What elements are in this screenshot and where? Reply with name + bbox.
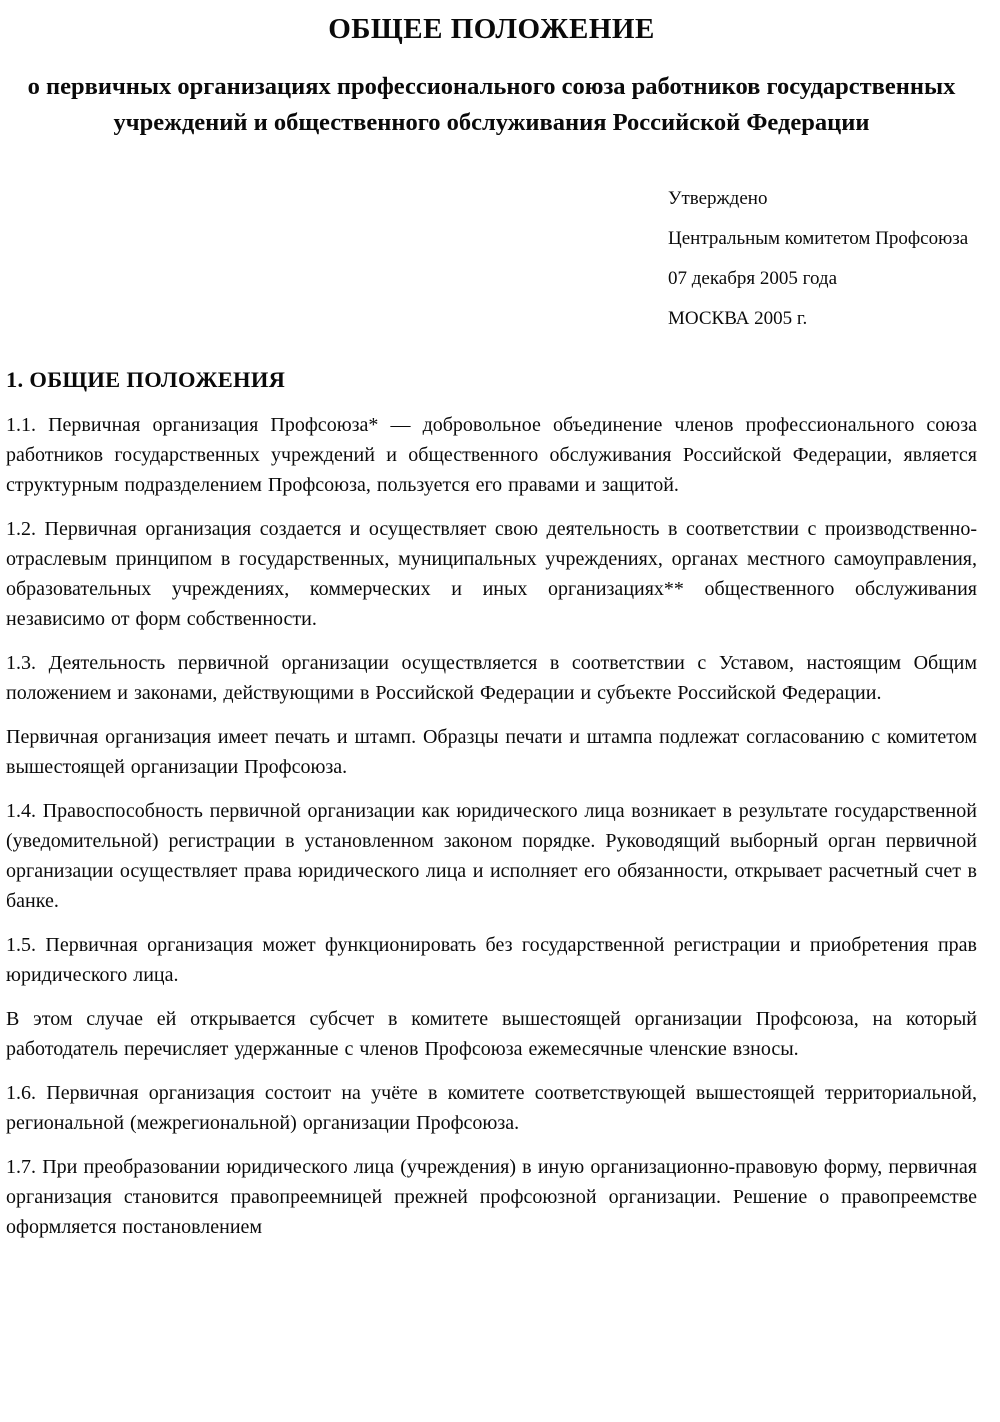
document-subtitle: о первичных организациях профессионального союза работников государственных учреждений и общественного обслуживания Российской Федерации: [27, 73, 956, 136]
paragraph-1-6: 1.6. Первичная организация состоит на учёте в комитете соответствующей вышестоящей территориальной, региональной (межрегиональной) организации Профсоюза.: [6, 1082, 977, 1134]
paragraph-1-7: 1.7. При преобразовании юридического лица (учреждения) в иную организационно-правовую форму, первичная организация становится правопреемницей прежней профсоюзной организации. Решение о правопреемстве оформляется постановлением: [6, 1156, 977, 1238]
paragraph-1-1: 1.1. Первичная организация Профсоюза* — добровольное объединение членов профессионального союза работников государственных учреждений и общественного обслуживания Российской Федерации, является структурным подразделением Профсоюза, пользуется его правами и защитой.: [6, 414, 977, 496]
approval-block: [668, 189, 977, 329]
paragraph-1-5-note: В этом случае ей открывается субсчет в комитете вышестоящей организации Профсоюза, на который работодатель перечисляет удержанные с членов Профсоюза ежемесячные членские взносы.: [6, 1008, 977, 1060]
approval-place: МОСКВА 2005 г.: [668, 308, 808, 329]
section-body: [6, 410, 977, 1242]
approval-date: 07 декабря 2005 года: [668, 268, 838, 289]
paragraph-1-4: 1.4. Правоспособность первичной организации как юридического лица возникает в результате государственной (уведомительной) регистрации в установленном законом порядке. Руководящий выборный орган первичной организации осуществляет права юридического лица и исполняет его обязанности, открывает расчетный счет в банке.: [6, 800, 977, 912]
document-title: ОБЩЕЕ ПОЛОЖЕНИЕ: [328, 13, 655, 45]
paragraph-1-2: 1.2. Первичная организация создается и осуществляет свою деятельность в соответствии с производственно-отраслевым принципом в государственных, муниципальных учреждениях, органах местного самоуправления, образовательных учреждениях, коммерческих и иных организациях** общественного обслуживания независимо от форм собственности.: [6, 518, 977, 630]
paragraph-1-3: 1.3. Деятельность первичной организации осуществляется в соответствии с Уставом, настоящим Общим положением и законами, действующими в Российской Федерации и субъекте Российской Федерации.: [6, 652, 977, 704]
approval-authority: Центральным комитетом Профсоюза: [668, 228, 969, 249]
approval-status: Утверждено: [668, 188, 768, 209]
section-heading: 1. ОБЩИЕ ПОЛОЖЕНИЯ: [6, 367, 286, 392]
paragraph-1-5: 1.5. Первичная организация может функционировать без государственной регистрации и приобретения прав юридического лица.: [6, 934, 977, 986]
paragraph-1-3-note: Первичная организация имеет печать и штамп. Образцы печати и штампа подлежат согласованию с комитетом вышестоящей организации Профсоюза.: [6, 726, 977, 778]
